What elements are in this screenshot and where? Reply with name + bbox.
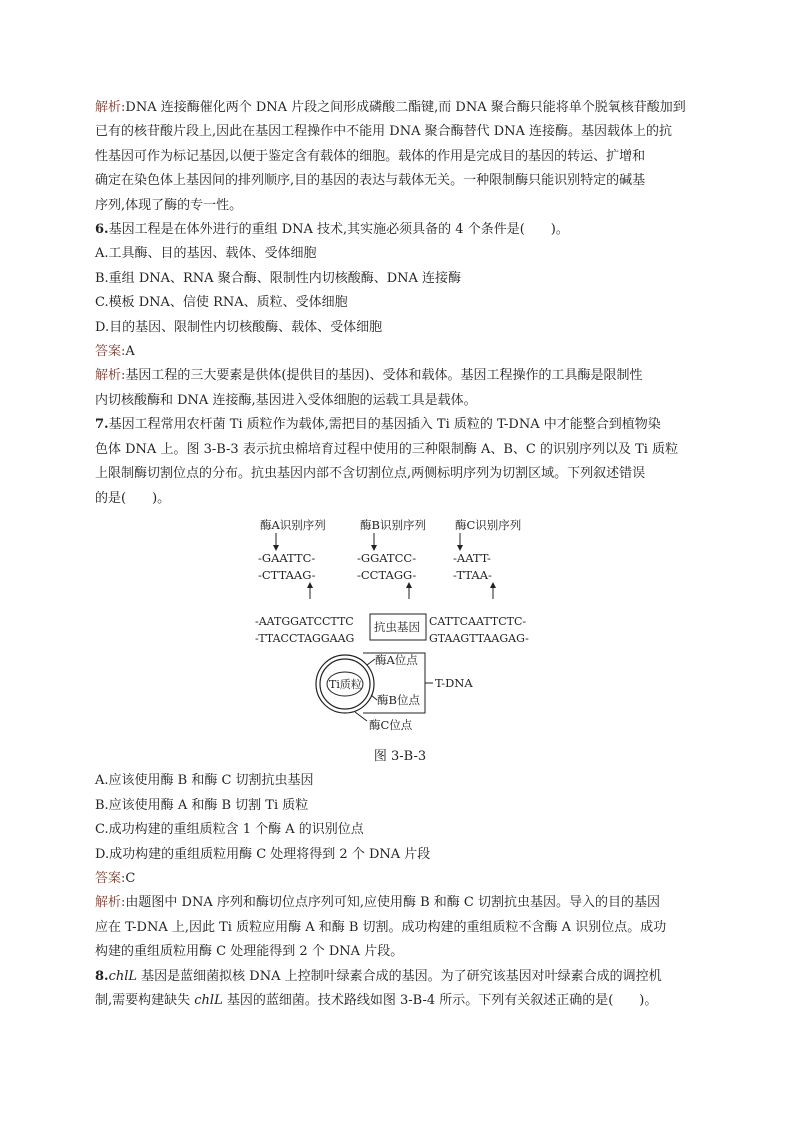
analysis-5-line-5: 序列,体现了酶的专一性。 (95, 197, 243, 213)
figure-caption: 图 3-B-3 (373, 748, 427, 764)
analysis-label: 解析: (95, 100, 126, 115)
question-7-stem-line-3: 上限制酶切割位点的分布。抗虫基因内部不含切割位点,两侧标明序列为切割区域。下列叙述错误 (95, 466, 646, 482)
question-7-option-d: D.成功构建的重组质粒用酶 C 处理将得到 2 个 DNA 片段 (95, 846, 431, 862)
left-flank-bottom: -TTACCTAGGAAG (255, 631, 355, 645)
question-6-answer: 答案:A (95, 344, 135, 360)
question-7-stem-line-2: 色体 DNA 上。图 3-B-3 表示抗虫棉培育过程中使用的三种限制酶 A、B、C 的识别序列以及 Ti 质粒 (95, 441, 679, 457)
gene-box-label: 抗虫基因 (374, 619, 420, 634)
question-6-option-a: A.工具酶、目的基因、载体、受体细胞 (95, 246, 317, 262)
question-8-stem-line-1: 8.chlL 基因是蓝细菌拟核 DNA 上控制叶绿素合成的基因。为了研究该基因对叶绿素合成的调控机 (95, 968, 662, 984)
gene-name: chlL (194, 992, 223, 1008)
enzyme-b-label: 酶B识别序列 (360, 517, 426, 532)
right-flank-top: CATTCAATTCTC- (429, 614, 527, 628)
enzyme-a-seq-bottom: -CTTAAG- (258, 567, 316, 582)
enzyme-c-seq-bottom: -TTAA- (453, 567, 492, 582)
enzyme-c-seq-top: -AATT- (453, 550, 491, 565)
question-6-option-d: D.目的基因、限制性内切核酸酶、载体、受体细胞 (95, 319, 383, 335)
question-6-analysis-line-1: 解析:基因工程的三大要素是供体(提供目的基因)、受体和载体。基因工程操作的工具酶是限制性 (95, 368, 643, 384)
right-flank-bottom: GTAAGTTAAGAG- (429, 631, 529, 645)
enzyme-b-seq-top: -GGATCC- (357, 550, 417, 565)
question-7-analysis-line-2: 应在 T-DNA 上,因此 Ti 质粒应用酶 A 和酶 B 切割。成功构建的重组质粒不含酶 A 识别位点。成功 (95, 919, 667, 935)
question-6-analysis-line-2: 内切核酸酶和 DNA 连接酶,基因进入受体细胞的运载工具是载体。 (95, 392, 477, 408)
question-7-option-b: B.应该使用酶 A 和酶 B 切割 Ti 质粒 (95, 797, 309, 813)
enzyme-b-seq-bottom: -CCTAGG- (357, 567, 417, 582)
question-8-stem-line-2: 制,需要构建缺失 chlL 基因的蓝细菌。技术路线如图 3-B-4 所示。下列有关叙述正确的是( )。 (95, 992, 658, 1008)
site-b-label: 酶B位点 (377, 692, 420, 707)
tdna-label: T-DNA (435, 675, 473, 690)
analysis-5-line-3: 性基因可作为标记基因,以便于鉴定含有载体的细胞。载体的作用是完成目的基因的转运、扩增和 (95, 148, 646, 164)
question-7-stem-line-4: 的是( )。 (95, 490, 171, 506)
question-7-analysis-line-3: 构建的重组质粒用酶 C 处理能得到 2 个 DNA 片段。 (95, 944, 404, 960)
site-a-leader (367, 659, 375, 665)
question-7-analysis-line-1: 解析:由题图中 DNA 序列和酶切位点序列可知,应使用酶 B 和酶 C 切割抗虫基因。导入的目的基因 (95, 895, 661, 911)
left-flank-top: -AATGGATCCTTC (255, 614, 354, 628)
gene-name: chlL (108, 968, 138, 984)
restriction-diagram (95, 515, 705, 745)
site-c-label: 酶C位点 (369, 717, 413, 732)
page-content (95, 96, 705, 1013)
figure-3-b-3 (95, 515, 705, 745)
question-6-option-b: B.重组 DNA、RNA 聚合酶、限制性内切核酸酶、DNA 连接酶 (95, 270, 462, 286)
enzyme-a-label: 酶A识别序列 (260, 517, 326, 532)
question-7-option-a: A.应该使用酶 B 和酶 C 切割抗虫基因 (95, 773, 314, 789)
question-6-stem: 6.基因工程是在体外进行的重组 DNA 技术,其实施必须具备的 4 个条件是( )。 (95, 222, 569, 238)
analysis-5-line-4: 确定在染色体上基因间的排列顺序,目的基因的表达与载体无关。一种限制酶只能识别特定的碱基 (95, 173, 646, 189)
plasmid-label: Ti质粒 (329, 677, 362, 691)
enzyme-c-label: 酶C识别序列 (455, 517, 522, 532)
question-6-option-c: C.模板 DNA、信使 RNA、质粒、受体细胞 (95, 295, 348, 311)
analysis-5-line-2: 已有的核苷酸片段上,因此在基因工程操作中不能用 DNA 聚合酶替代 DNA 连接酶。基因载体上的抗 (95, 124, 673, 140)
enzyme-a-seq-top: -GAATTC- (258, 550, 316, 565)
question-7-option-c: C.成功构建的重组质粒含 1 个酶 A 的识别位点 (95, 822, 364, 838)
question-7-stem-line-1: 7.基因工程常用农杆菌 Ti 质粒作为载体,需把目的基因插入 Ti 质粒的 T-DNA 中才能整合到植物染 (95, 417, 661, 433)
analysis-5-line-1: 解析:DNA 连接酶催化两个 DNA 片段之间形成磷酸二酯键,而 DNA 聚合酶只能将单个脱氧核苷酸加到 (95, 100, 686, 115)
question-7-answer: 答案:C (95, 870, 136, 886)
site-a-label: 酶A位点 (375, 652, 418, 667)
